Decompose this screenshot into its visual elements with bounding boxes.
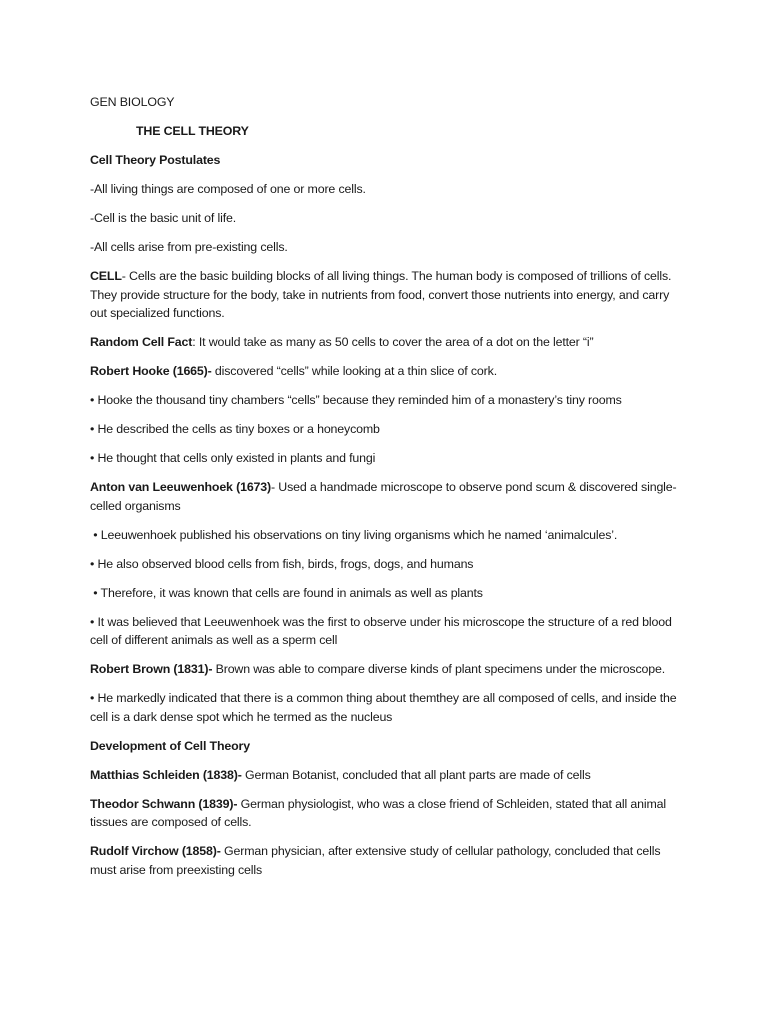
postulate-item: -Cell is the basic unit of life. <box>90 211 237 225</box>
hooke-paragraph: Robert Hooke (1665)- discovered “cells” while looking at a thin slice of cork. <box>90 364 497 378</box>
document-title: GEN BIOLOGY <box>90 95 175 109</box>
document-page <box>90 93 685 890</box>
postulates-heading: Cell Theory Postulates <box>90 153 221 167</box>
leeuwenhoek-paragraph: Anton van Leeuwenhoek (1673)- Used a handmade microscope to observe pond scum & discovered single-celled organisms <box>90 480 677 513</box>
bullet-item: • Leeuwenhoek published his observations on tiny living organisms which he named ‘animalcules’. <box>90 527 618 542</box>
cell-definition: CELL- Cells are the basic building blocks of all living things. The human body is composed of trillions of cells. They provide structure for the body, take in nutrients from food, convert those nutrients into energy, and carry out specialized functions. <box>90 269 672 320</box>
development-entry: Rudolf Virchow (1858)- German physician, after extensive study of cellular pathology, concluded that cells must arise from preexisting cells <box>90 844 661 877</box>
random-cell-fact: Random Cell Fact: It would take as many as 50 cells to cover the area of a dot on the letter “i” <box>90 335 594 349</box>
bullet-item: • Therefore, it was known that cells are found in animals as well as plants <box>90 585 483 600</box>
cell-term: CELL <box>90 269 122 283</box>
development-heading: Development of Cell Theory <box>90 738 250 753</box>
postulate-item: -All cells arise from pre-existing cells. <box>90 240 288 254</box>
brown-paragraph: Robert Brown (1831)- Brown was able to compare diverse kinds of plant specimens under the microscope. <box>90 662 666 676</box>
section-heading: THE CELL THEORY <box>136 124 249 138</box>
bullet-item: • He also observed blood cells from fish, birds, frogs, dogs, and humans <box>90 556 474 571</box>
bullet-item: • He thought that cells only existed in plants and fungi <box>90 451 376 465</box>
development-entry: Theodor Schwann (1839)- German physiologist, who was a close friend of Schleiden, stated that all animal tissues are composed of cells. <box>90 796 666 829</box>
bullet-item: • Hooke the thousand tiny chambers “cells” because they reminded him of a monastery’s tiny rooms <box>90 393 622 407</box>
postulate-item: -All living things are composed of one or more cells. <box>90 182 366 196</box>
bullet-item: • He described the cells as tiny boxes or a honeycomb <box>90 422 380 436</box>
development-entry: Matthias Schleiden (1838)- German Botanist, concluded that all plant parts are made of cells <box>90 767 591 782</box>
bullet-item: • It was believed that Leeuwenhoek was the first to observe under his microscope the structure of a red blood cell of different animals as well as a sperm cell <box>90 614 672 647</box>
bullet-item: • He markedly indicated that there is a common thing about themthey are all composed of cells, and inside the cell is a dark dense spot which he termed as the nucleus <box>90 691 677 724</box>
